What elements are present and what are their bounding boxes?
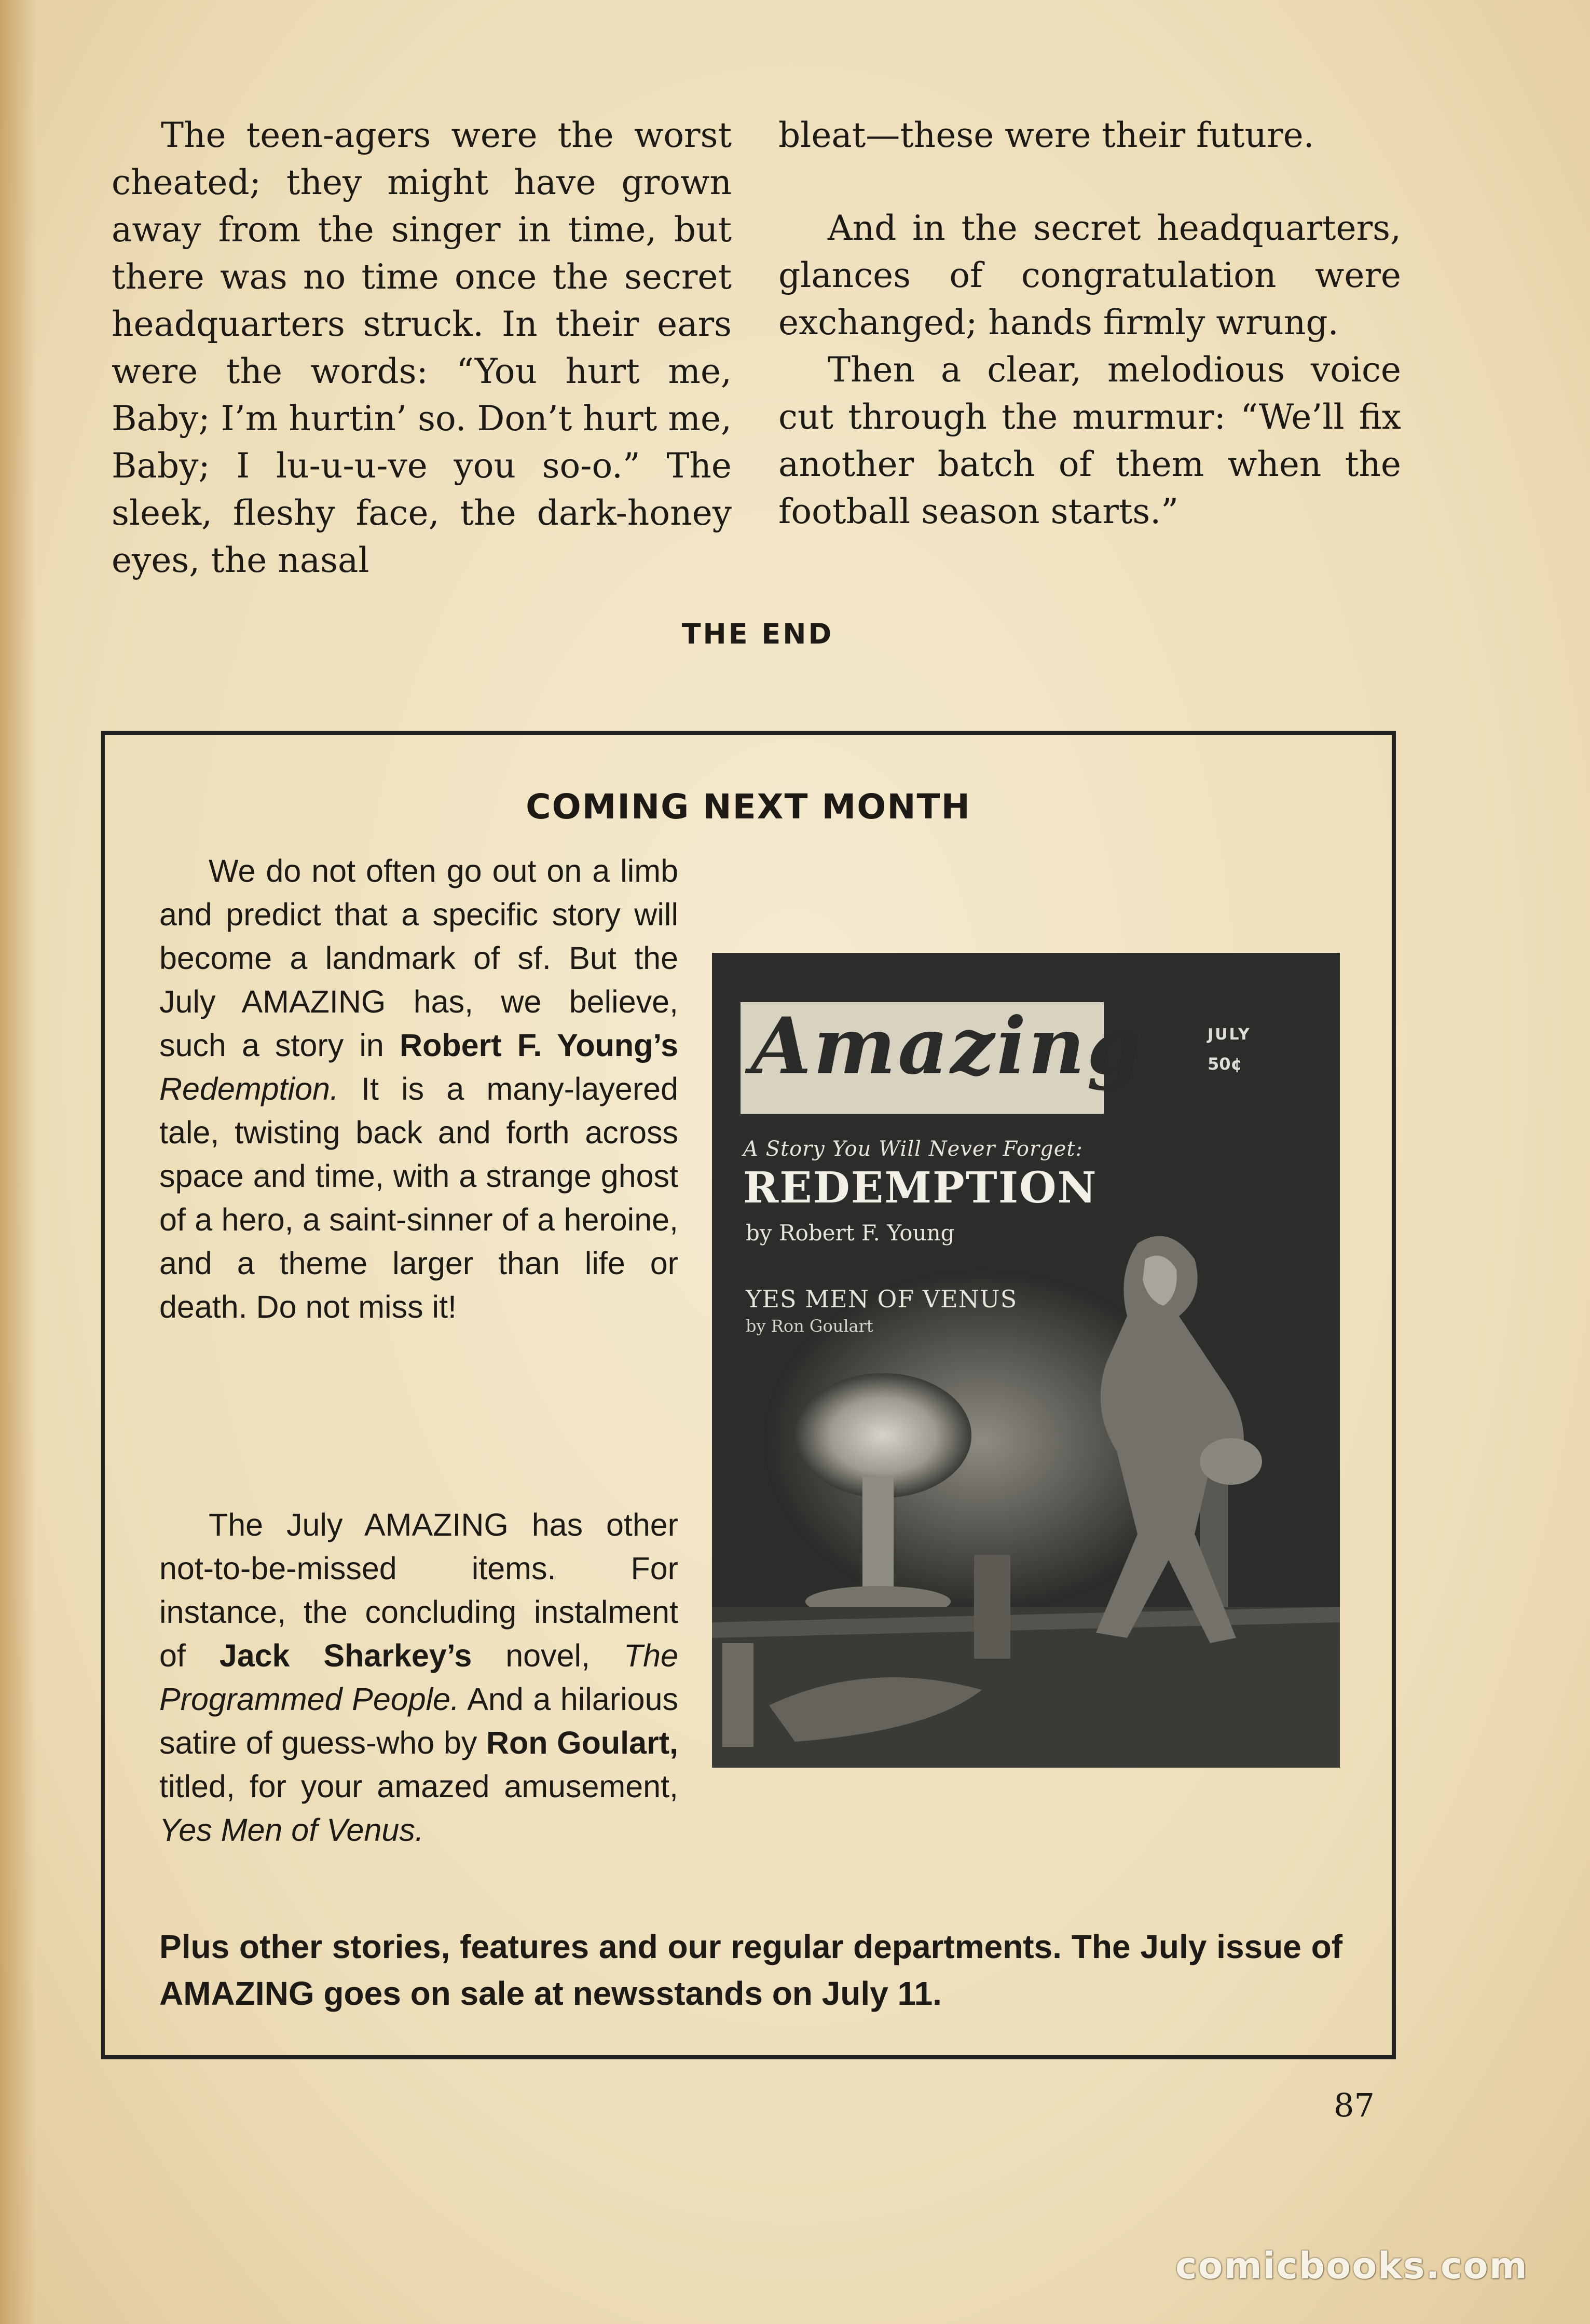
cover-tagline: A Story You Will Never Forget: (743, 1137, 1083, 1161)
ad-paragraph-1 (159, 849, 678, 1329)
story-paragraph: The teen-agers were the worst cheated; they might have grown away from the singer in time, but there was no time once the secret headquarters struck. In their ears were the words: “You hurt me, Baby; I’m hurtin’ so. Don’t hurt me, Baby; I lu-u-u-ve you so-o.” The sleek, fleshy face, the dark-honey eyes, the nasal (112, 115, 732, 580)
ad-text: It is a many-layered tale, twisting back and forth across space and time, with a strange ghost of a hero, a saint-sinner of a heroine, and a theme larger than life or death. Do not miss it! (159, 1071, 678, 1324)
author-name: Robert F. Young’s (400, 1028, 679, 1063)
story-title: Yes Men of Venus. (159, 1812, 424, 1848)
ad-footer: Plus other stories, features and our regular departments. The July issue of AMAZING goes on sale at newsstands on July 11. (159, 1928, 1342, 2012)
page-number: 87 (1334, 2086, 1375, 2124)
ad-text: titled, for your amazed amusement, (159, 1769, 678, 1804)
ad-heading: COMING NEXT MONTH (526, 787, 971, 827)
ad-text: And a hilarious satire of guess-who by (159, 1682, 678, 1760)
cover-logo: Amazing (751, 1001, 1144, 1092)
magazine-cover-image (712, 953, 1340, 1768)
author-name: Jack Sharkey’s (219, 1638, 472, 1673)
cover-feature-title: REDEMPTION (743, 1163, 1098, 1213)
ad-text: We do not often go out on a limb and predict that a specific story will become a landmark of sf. But the July AMAZING has, we believe, such a story in (159, 853, 678, 1063)
cover-second-title: YES MEN OF VENUS (746, 1285, 1018, 1313)
story-column-right (778, 112, 1401, 535)
story-ending: THE END (681, 618, 834, 650)
story-title: Redemption. (159, 1071, 339, 1106)
story-column-left (112, 112, 732, 584)
coming-next-month-box (101, 731, 1396, 2059)
watermark: comicbooks.com (1175, 2245, 1528, 2287)
story-paragraph: Then a clear, melodious voice cut through the murmur: “We’ll fix another batch of them when the football season starts.” (778, 350, 1401, 531)
story-paragraph: bleat—these were their future. (778, 115, 1314, 155)
ad-text: novel, (472, 1638, 624, 1673)
page-edge-shadow (0, 0, 36, 2324)
ad-paragraph-2 (159, 1503, 678, 1852)
story-paragraph: And in the secret headquarters, glances of congratulation were exchanged; hands firmly wrung. (778, 208, 1401, 343)
ad-text: The July AMAZING has other not-to-be-missed items. For instance, the concluding instalment of (159, 1507, 678, 1673)
cover-price: 50¢ (1208, 1054, 1242, 1074)
story-title: The Programmed People. (159, 1638, 678, 1717)
cover-feature-author: by Robert F. Young (746, 1220, 955, 1246)
cover-second-author: by Ron Goulart (746, 1316, 873, 1336)
author-name: Ron Goulart, (486, 1725, 678, 1760)
cover-month: JULY (1208, 1026, 1251, 1044)
